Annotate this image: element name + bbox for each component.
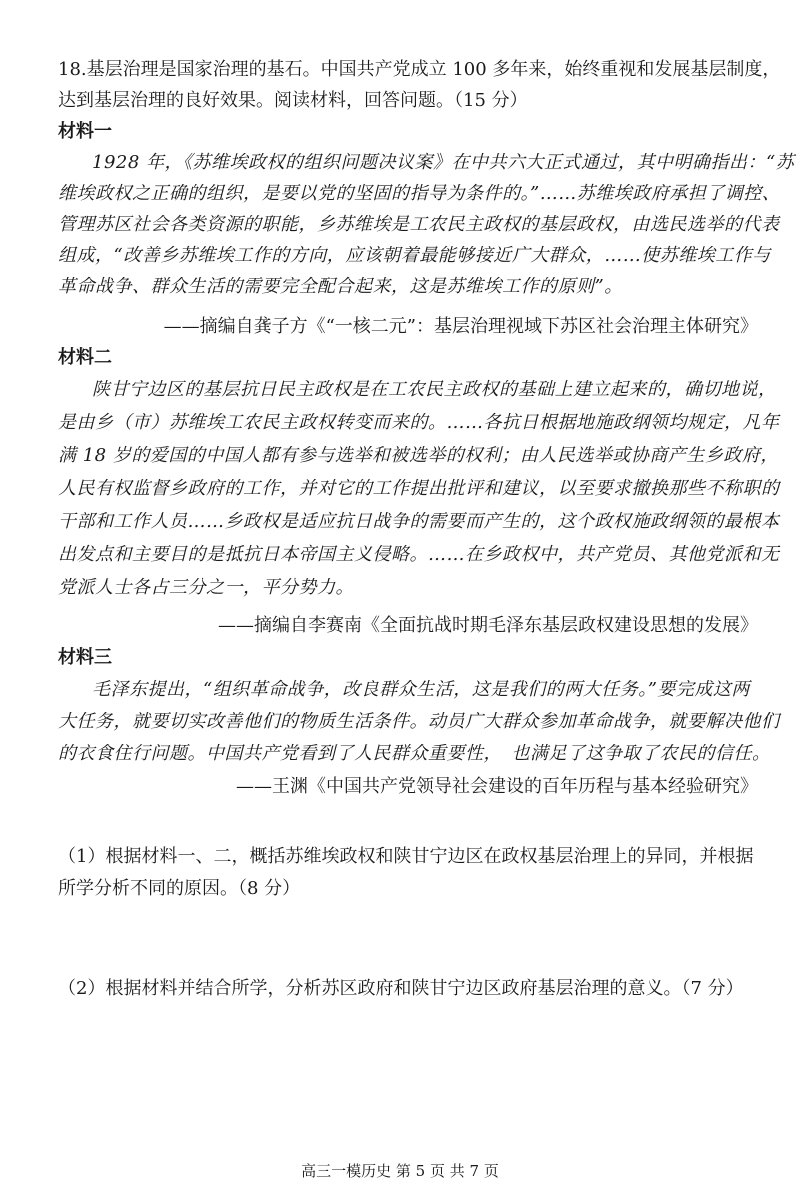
material-3-line: 大任务，就要切实改善他们的物质生活条件。动员广大群众参加革命战争，就要解决他们 [58,711,780,732]
material-2-line: 是由乡（市）苏维埃工农民主政权转变而来的。……各抗日根据地施政纲领均规定，凡年 [58,412,780,433]
question-stem-line-2: 达到基层治理的良好效果。阅读材料，回答问题。（15 分） [58,90,528,111]
material-3-source: ——王渊《中国共产党领导社会建设的百年历程与基本经验研究》 [236,776,758,797]
material-2-line: 干部和工作人员……乡政权是适应抗日战争的需要而产生的，这个政权施政纲领的最根本 [58,511,780,532]
material-2-line: 满 18 岁的爱国的中国人都有参与选举和被选举的权利；由人民选举或协商产生乡政府， [58,445,779,466]
page-footer: 高三一模历史 第 5 页 共 7 页 [301,1162,499,1180]
sub-question-1-line-2: 所学分析不同的原因。（8 分） [58,878,301,899]
material-3-heading: 材料三 [58,647,112,668]
sub-question-2-line-1: （2）根据材料并结合所学，分析苏区政府和陕甘宁边区政府基层治理的意义。（7 分） [58,978,744,999]
material-1-line: 1928 年，《苏维埃政权的组织问题决议案》在中共六大正式通过，其中明确指出：“苏 [92,152,795,173]
material-3-line: 的衣食住行问题。中国共产党看到了人民群众重要性， 也满足了这争取了农民的信任。 [58,743,771,764]
material-1-line: 管理苏区社会各类资源的职能，乡苏维埃是工农民主政权的基层政权，由选民选举的代表 [58,214,780,235]
material-1-heading: 材料一 [58,121,112,142]
question-stem-line-1: 18.基层治理是国家治理的基石。中国共产党成立 100 多年来，始终重视和发展基层制度， [58,59,781,80]
material-1-source: ——摘编自龚子方《“一核二元”：基层治理视域下苏区社会治理主体研究》 [163,316,758,337]
material-2-line: 陕甘宁边区的基层抗日民主政权是在工农民主政权的基础上建立起来的，确切地说， [92,379,777,400]
material-1-line: 维埃政权之正确的组织，是要以党的坚固的指导为条件的。”……苏维埃政府承担了调控、 [58,183,781,204]
material-1-line: 组成，“改善乡苏维埃工作的方向，应该朝着最能够接近广大群众，……使苏维埃工作与 [58,245,771,266]
material-2-line: 出发点和主要目的是抵抗日本帝国主义侵略。……在乡政权中，共产党员、其他党派和无 [58,544,780,565]
sub-question-1-line-1: （1）根据材料一、二，概括苏维埃政权和陕甘宁边区在政权基层治理上的异同，并根据 [58,846,754,867]
material-2-line: 人民有权监督乡政府的工作，并对它的工作提出批评和建议，以至要求撤换那些不称职的 [58,478,780,499]
material-2-source: ——摘编自李赛南《全面抗战时期毛泽东基层政权建设思想的发展》 [218,615,758,636]
material-2-line: 党派人士各占三分之一，平分势力。 [58,577,354,598]
material-3-line: 毛泽东提出，“组织革命战争，改良群众生活，这是我们的两大任务。”要完成这两 [92,679,750,700]
material-2-heading: 材料二 [58,347,112,368]
material-1-line: 革命战争、群众生活的需要完全配合起来，这是苏维埃工作的原则”。 [58,276,623,297]
